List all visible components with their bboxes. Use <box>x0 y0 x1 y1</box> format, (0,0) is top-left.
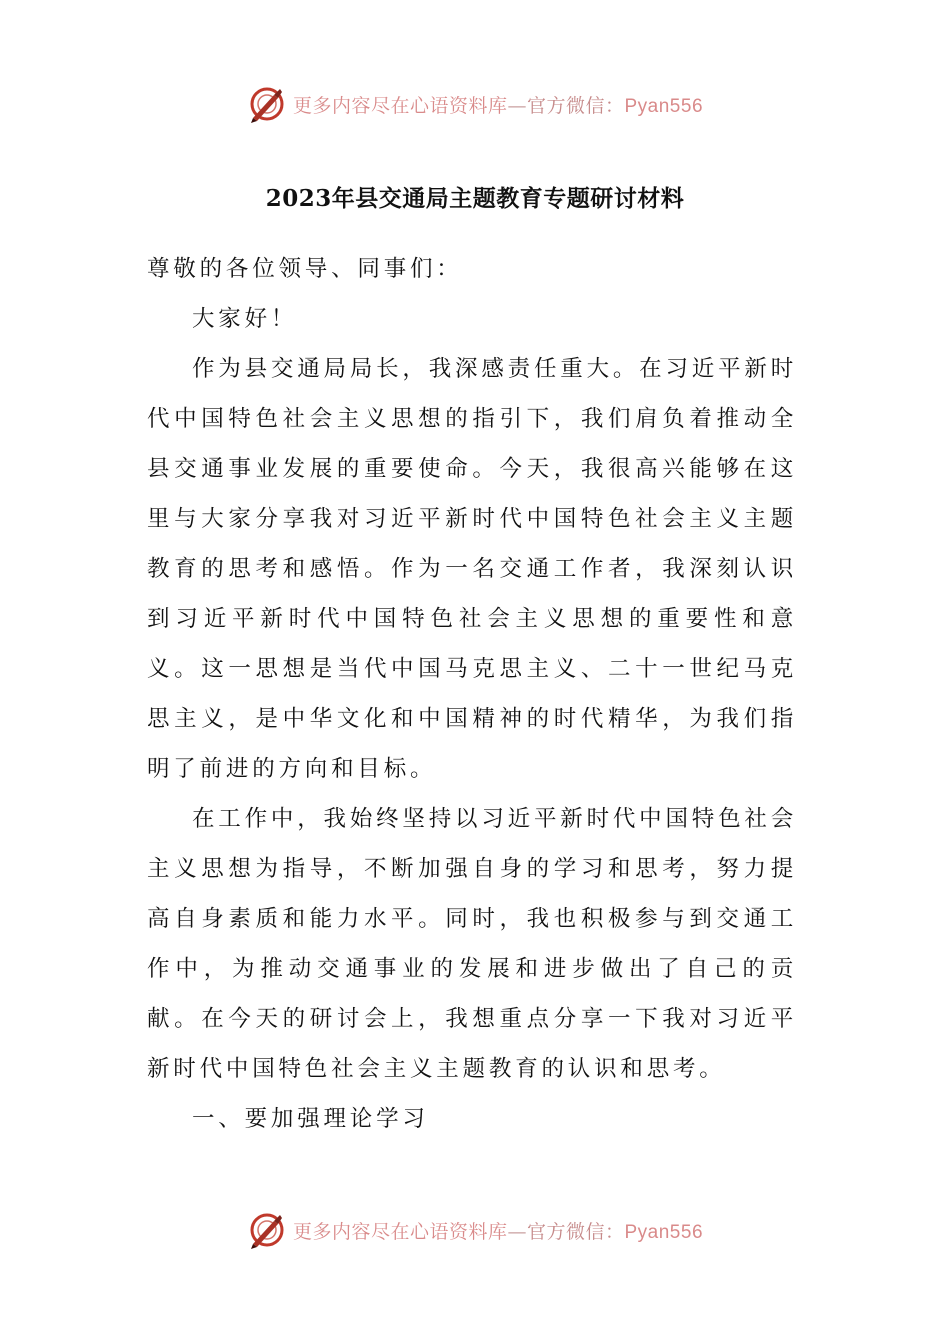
banner-separator: — <box>507 94 527 117</box>
banner-wechat-label: 官方微信： <box>526 94 625 117</box>
document-body <box>147 244 797 1144</box>
salutation: 尊敬的各位领导、同事们： <box>147 256 463 282</box>
section-heading: 一、要加强理论学习 <box>192 1106 429 1132</box>
greeting: 大家好！ <box>192 306 298 332</box>
banner-wechat-id: Pyan556 <box>624 95 704 117</box>
banner-wechat-label: 官方微信： <box>526 1220 625 1243</box>
header-watermark-banner <box>0 82 950 126</box>
banner-wechat-id: Pyan556 <box>624 1221 704 1243</box>
pen-seal-logo-icon <box>247 1210 287 1250</box>
body-paragraph: 在工作中，我始终坚持以习近平新时代中国特色社会主义思想为指导，不断加强自身的学习和思考，努力提高自身素质和能力水平。同时，我也积极参与到交通工作中，为推动交通事业的发展和进步做出了自己的贡献。在今天的研讨会上，我想重点分享一下我对习近平新时代中国特色社会主义主题教育的认识和思考。 <box>147 806 797 1082</box>
document-title: 2023年县交通局主题教育专题研讨材料 <box>265 185 685 212</box>
body-paragraph: 作为县交通局局长，我深感责任重大。在习近平新时代中国特色社会主义思想的指引下，我们肩负着推动全县交通事业发展的重要使命。今天，我很高兴能够在这里与大家分享我对习近平新时代中国特色社会主义主题教育的思考和感悟。作为一名交通工作者，我深刻认识到习近平新时代中国特色社会主义思想的重要性和意义。这一思想是当代中国马克思主义、二十一世纪马克思主义，是中华文化和中国精神的时代精华，为我们指明了前进的方向和目标。 <box>147 356 797 782</box>
banner-separator: — <box>507 1220 527 1243</box>
banner-text <box>293 1217 703 1244</box>
banner-main-text: 更多内容尽在心语资料库 <box>292 94 508 117</box>
footer-watermark-banner <box>0 1208 950 1252</box>
pen-seal-logo-icon <box>247 84 287 124</box>
banner-main-text: 更多内容尽在心语资料库 <box>292 1220 508 1243</box>
banner-text <box>293 91 703 118</box>
